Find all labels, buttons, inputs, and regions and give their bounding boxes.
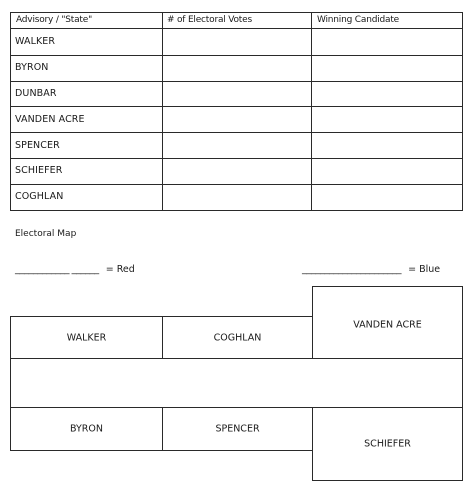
table-row-border	[10, 81, 463, 82]
table-divider-1	[162, 12, 163, 211]
table-divider-2	[311, 12, 312, 211]
row-label-coghlan: COGHLAN	[15, 191, 64, 202]
red-label: = Red	[105, 264, 135, 275]
table-row-border	[10, 106, 463, 107]
blue-blank: ______________________	[302, 264, 401, 275]
row-label-dunbar: DUNBAR	[15, 88, 57, 99]
table-row-border	[10, 132, 463, 133]
table-row-border	[10, 158, 463, 159]
table-row-border	[10, 55, 463, 56]
table-header-border	[10, 28, 463, 29]
header-electoral-votes: # of Electoral Votes	[167, 15, 252, 25]
red-legend	[15, 257, 135, 276]
red-blank: ____________ ______	[15, 264, 99, 275]
map-label-walker: WALKER	[66, 332, 107, 343]
map-label-byron: BYRON	[70, 423, 103, 435]
table-right-border	[462, 12, 463, 211]
electoral-map-title: Electoral Map	[15, 229, 77, 239]
blue-legend	[302, 257, 440, 276]
map-region-coghlan	[162, 316, 313, 359]
map-region-middle	[10, 358, 463, 408]
map-region-spencer	[162, 407, 313, 451]
map-label-spencer: SPENCER	[215, 423, 260, 435]
table-row-border	[10, 184, 463, 185]
row-label-vanden-acre: VANDEN ACRE	[15, 114, 85, 125]
map-label-schiefer: SCHIEFER	[364, 438, 411, 450]
row-label-schiefer: SCHIEFER	[15, 165, 63, 176]
row-label-spencer: SPENCER	[15, 140, 60, 151]
table-left-border	[10, 12, 11, 211]
row-label-byron: BYRON	[15, 62, 49, 73]
map-region-walker	[10, 316, 163, 359]
map-label-coghlan: COGHLAN	[213, 332, 262, 343]
map-region-vanden-acre	[312, 286, 463, 359]
map-region-byron	[10, 407, 163, 451]
map-region-schiefer	[312, 407, 463, 481]
row-label-walker: WALKER	[15, 36, 56, 47]
header-state: Advisory / "State"	[16, 15, 93, 25]
blue-label: = Blue	[408, 264, 441, 275]
table-bottom-border	[10, 210, 463, 211]
table-top-border	[10, 12, 463, 13]
map-label-vanden-acre: VANDEN ACRE	[353, 319, 422, 331]
header-winning-candidate: Winning Candidate	[317, 15, 399, 25]
